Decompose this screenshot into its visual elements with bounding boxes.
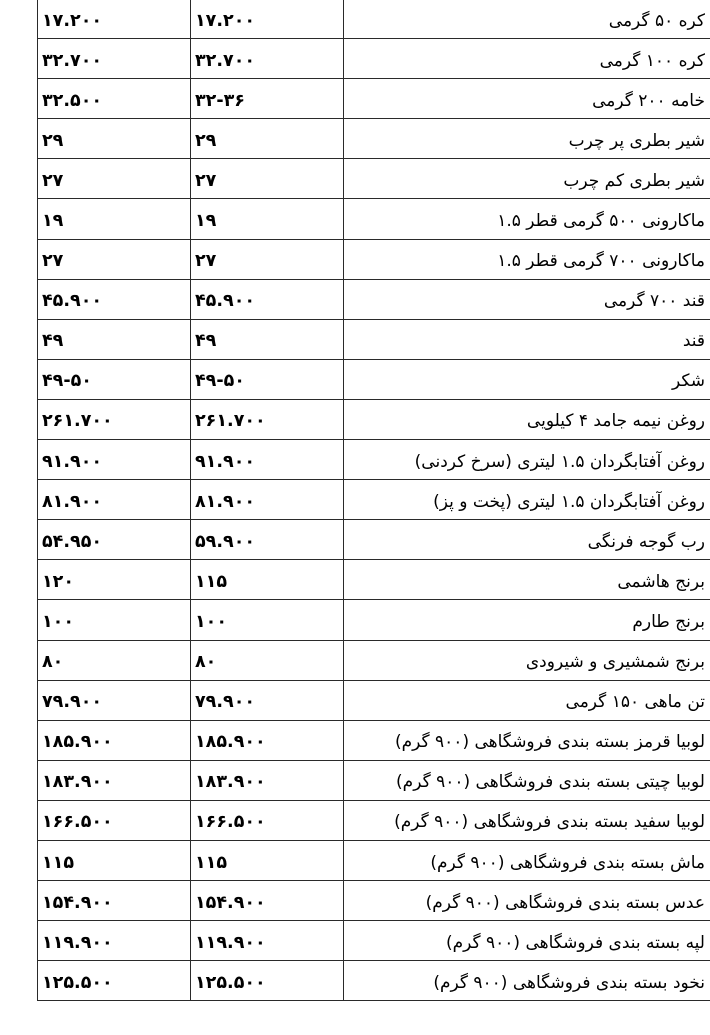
table-row (38, 359, 710, 399)
price-value: ۱۰۰ (42, 611, 75, 632)
price-cell (191, 760, 344, 800)
price-cell (191, 881, 344, 921)
item-name: رب گوجه فرنگی (587, 531, 705, 552)
item-name: شیر بطری پر چرب (568, 130, 705, 151)
item-name: کره ۵۰ گرمی (608, 10, 705, 31)
item-name-cell (344, 39, 710, 79)
price-cell (38, 680, 191, 720)
price-cell (38, 600, 191, 640)
price-value: ۲۹ (195, 130, 217, 151)
price-cell (38, 480, 191, 520)
price-value: ۱۷.۲۰۰ (195, 10, 256, 31)
item-name-cell (344, 440, 710, 480)
item-name: ماش بسته بندی فروشگاهی (۹۰۰ گرم) (430, 852, 705, 873)
item-name: ماکارونی ۵۰۰ گرمی قطر ۱.۵ (497, 211, 705, 232)
price-cell (38, 399, 191, 439)
price-value: ۹۱.۹۰۰ (195, 451, 256, 472)
table-row (38, 440, 710, 480)
item-name-cell (344, 159, 710, 199)
price-cell (38, 79, 191, 119)
price-cell (191, 279, 344, 319)
table-row (38, 560, 710, 600)
item-name-cell (344, 881, 710, 921)
item-name-cell (344, 0, 710, 39)
price-cell (191, 640, 344, 680)
price-value: ۱۱۵ (195, 571, 228, 592)
price-value: ۲۷ (195, 251, 217, 272)
table-row (38, 921, 710, 961)
item-name-cell (344, 720, 710, 760)
price-value: ۱۸۵.۹۰۰ (195, 732, 266, 753)
price-value: ۵۴.۹۵۰ (42, 531, 103, 552)
price-cell (38, 560, 191, 600)
price-value: ۴۹-۵۰ (195, 371, 245, 392)
price-cell (191, 79, 344, 119)
price-cell (38, 239, 191, 279)
price-value: ۱۸۳.۹۰۰ (42, 772, 113, 793)
table-row (38, 199, 710, 239)
table-row (38, 39, 710, 79)
price-cell (38, 359, 191, 399)
price-cell (191, 119, 344, 159)
table-row (38, 680, 710, 720)
price-cell (38, 881, 191, 921)
table-row (38, 961, 710, 1001)
table-row (38, 600, 710, 640)
table-row (38, 480, 710, 520)
price-value: ۱۸۳.۹۰۰ (195, 772, 266, 793)
item-name: قند (682, 331, 705, 352)
item-name-cell (344, 79, 710, 119)
price-cell (38, 800, 191, 840)
price-value: ۱۶۶.۵۰۰ (42, 812, 113, 833)
item-name-cell (344, 640, 710, 680)
price-cell (38, 961, 191, 1001)
price-value: ۳۲.۷۰۰ (195, 50, 256, 71)
price-value: ۲۶۱.۷۰۰ (42, 411, 113, 432)
price-cell (191, 239, 344, 279)
item-name: شکر (671, 371, 705, 392)
table-row (38, 881, 710, 921)
item-name-cell (344, 279, 710, 319)
item-name: برنج طارم (632, 611, 705, 632)
price-cell (38, 0, 191, 39)
price-cell (191, 440, 344, 480)
price-cell (191, 680, 344, 720)
item-name-cell (344, 961, 710, 1001)
price-value: ۴۹-۵۰ (42, 371, 92, 392)
item-name: روغن آفتابگردان ۱.۵ لیتری (سرخ کردنی) (414, 451, 705, 472)
price-cell (191, 199, 344, 239)
price-cell (191, 159, 344, 199)
price-value: ۱۲۵.۵۰۰ (42, 972, 113, 993)
item-name-cell (344, 680, 710, 720)
table-row (38, 0, 710, 39)
price-value: ۱۶۶.۵۰۰ (195, 812, 266, 833)
price-cell (191, 319, 344, 359)
item-name-cell (344, 119, 710, 159)
table-row (38, 840, 710, 880)
table-row (38, 399, 710, 439)
table-row (38, 239, 710, 279)
item-name-cell (344, 399, 710, 439)
price-value: ۳۲.۵۰۰ (42, 90, 103, 111)
item-name-cell (344, 921, 710, 961)
table-row (38, 79, 710, 119)
table-row (38, 159, 710, 199)
item-name-cell (344, 239, 710, 279)
table-row (38, 800, 710, 840)
price-cell (38, 199, 191, 239)
item-name: روغن نیمه جامد ۴ کیلویی (526, 411, 705, 432)
price-value: ۱۹ (195, 211, 217, 232)
table-row (38, 520, 710, 560)
table-row (38, 760, 710, 800)
price-cell (38, 520, 191, 560)
price-cell (38, 921, 191, 961)
price-value: ۴۹ (195, 331, 217, 352)
price-cell (38, 760, 191, 800)
price-cell (38, 440, 191, 480)
price-value: ۴۵.۹۰۰ (42, 291, 103, 312)
item-name: برنج هاشمی (617, 571, 705, 592)
price-cell (191, 0, 344, 39)
table-row (38, 119, 710, 159)
price-value: ۱۵۴.۹۰۰ (195, 892, 266, 913)
price-cell (191, 359, 344, 399)
item-name: روغن آفتابگردان ۱.۵ لیتری (پخت و پز) (433, 491, 705, 512)
item-name: لپه بسته بندی فروشگاهی (۹۰۰ گرم) (445, 932, 705, 953)
item-name: قند ۷۰۰ گرمی (603, 291, 705, 312)
price-value: ۲۹ (42, 130, 64, 151)
price-value: ۸۰ (195, 652, 217, 673)
item-name-cell (344, 600, 710, 640)
item-name: عدس بسته بندی فروشگاهی (۹۰۰ گرم) (425, 892, 705, 913)
price-value: ۱۱۹.۹۰۰ (42, 932, 113, 953)
price-cell (38, 39, 191, 79)
price-value: ۹۱.۹۰۰ (42, 451, 103, 472)
item-name: کره ۱۰۰ گرمی (599, 50, 705, 71)
price-cell (191, 720, 344, 760)
table-row (38, 319, 710, 359)
price-value: ۱۱۵ (42, 852, 75, 873)
price-value: ۸۱.۹۰۰ (195, 491, 256, 512)
price-cell (191, 480, 344, 520)
price-value: ۱۸۵.۹۰۰ (42, 732, 113, 753)
price-value: ۵۹.۹۰۰ (195, 531, 256, 552)
price-table (37, 0, 710, 1001)
table-row (38, 640, 710, 680)
price-cell (191, 600, 344, 640)
price-table-body (38, 0, 710, 1001)
price-cell (191, 800, 344, 840)
price-value: ۲۷ (195, 170, 217, 191)
price-value: ۷۹.۹۰۰ (195, 692, 256, 713)
price-value: ۱۷.۲۰۰ (42, 10, 103, 31)
price-value: ۸۰ (42, 652, 64, 673)
item-name-cell (344, 760, 710, 800)
price-cell (191, 560, 344, 600)
item-name: تن ماهی ۱۵۰ گرمی (565, 692, 705, 713)
price-value: ۲۷ (42, 170, 64, 191)
price-value: ۱۹ (42, 211, 64, 232)
item-name-cell (344, 560, 710, 600)
price-cell (38, 720, 191, 760)
item-name-cell (344, 520, 710, 560)
price-value: ۷۹.۹۰۰ (42, 692, 103, 713)
item-name: لوبیا چیتی بسته بندی فروشگاهی (۹۰۰ گرم) (396, 772, 705, 793)
price-value: ۱۵۴.۹۰۰ (42, 892, 113, 913)
item-name: برنج شمشیری و شیرودی (525, 652, 705, 673)
item-name-cell (344, 359, 710, 399)
item-name-cell (344, 840, 710, 880)
price-cell (191, 961, 344, 1001)
item-name-cell (344, 319, 710, 359)
price-value: ۲۷ (42, 251, 64, 272)
price-value: ۳۲.۷۰۰ (42, 50, 103, 71)
price-value: ۱۱۵ (195, 852, 228, 873)
price-value: ۸۱.۹۰۰ (42, 491, 103, 512)
price-cell (38, 279, 191, 319)
price-cell (191, 399, 344, 439)
price-cell (38, 159, 191, 199)
price-value: ۱۰۰ (195, 611, 228, 632)
item-name: لوبیا قرمز بسته بندی فروشگاهی (۹۰۰ گرم) (395, 732, 705, 753)
price-cell (38, 119, 191, 159)
price-cell (191, 840, 344, 880)
price-value: ۱۲۵.۵۰۰ (195, 972, 266, 993)
item-name: لوبیا سفید بسته بندی فروشگاهی (۹۰۰ گرم) (394, 812, 705, 833)
table-row (38, 279, 710, 319)
item-name: نخود بسته بندی فروشگاهی (۹۰۰ گرم) (433, 972, 705, 993)
item-name-cell (344, 800, 710, 840)
price-value: ۴۹ (42, 331, 64, 352)
price-cell (38, 319, 191, 359)
price-cell (38, 840, 191, 880)
price-cell (38, 640, 191, 680)
item-name: ماکارونی ۷۰۰ گرمی قطر ۱.۵ (497, 251, 705, 272)
item-name-cell (344, 480, 710, 520)
price-value: ۳۲-۳۶ (195, 90, 245, 111)
table-row (38, 720, 710, 760)
price-value: ۴۵.۹۰۰ (195, 291, 256, 312)
item-name: شیر بطری کم چرب (563, 170, 705, 191)
price-cell (191, 520, 344, 560)
item-name: خامه ۲۰۰ گرمی (592, 90, 705, 111)
price-cell (191, 921, 344, 961)
price-value: ۱۲۰ (42, 571, 75, 592)
price-value: ۲۶۱.۷۰۰ (195, 411, 266, 432)
price-cell (191, 39, 344, 79)
price-value: ۱۱۹.۹۰۰ (195, 932, 266, 953)
item-name-cell (344, 199, 710, 239)
